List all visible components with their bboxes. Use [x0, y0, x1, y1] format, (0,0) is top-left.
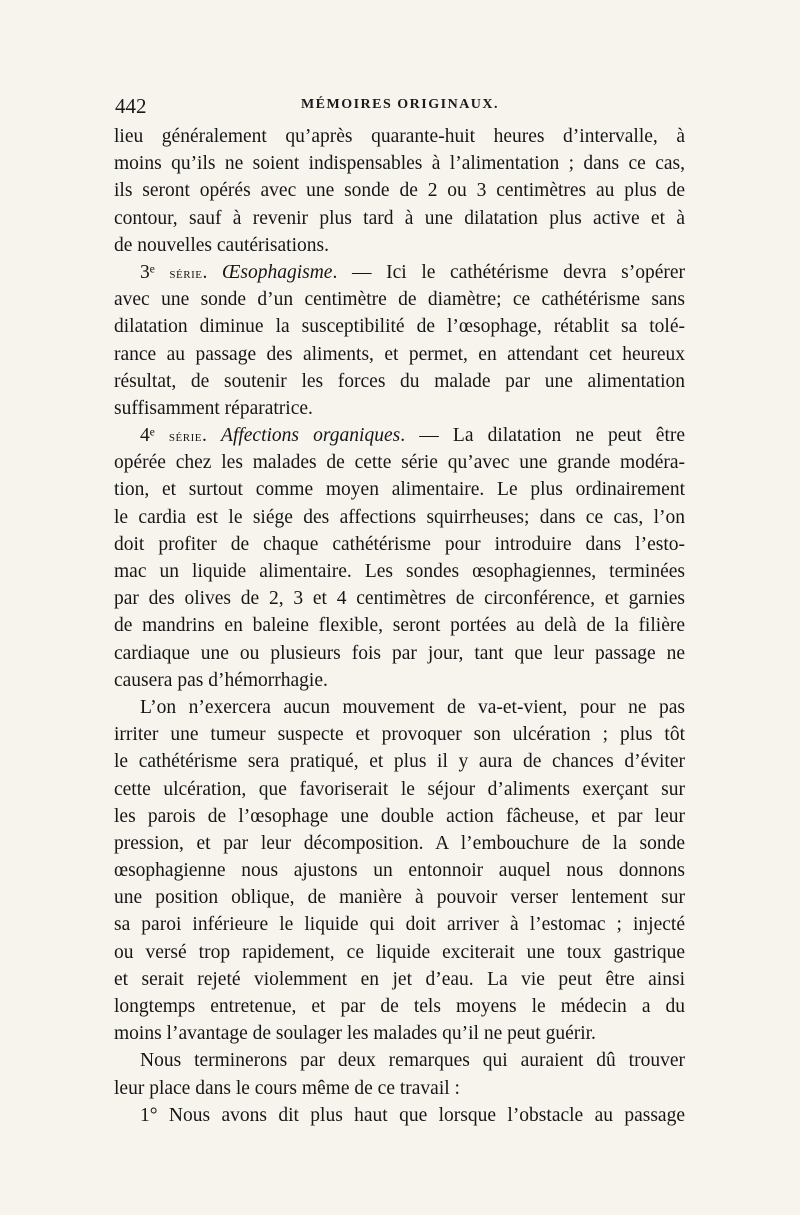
text-line: doit profiter de chaque cathétérisme pour introduire dans l’esto-	[114, 533, 685, 555]
running-title: MÉMOIRES ORIGINAUX.	[300, 97, 500, 112]
section-number: 3ᵉ	[140, 261, 170, 283]
text-line: avec une sonde d’un centimètre de diamètre; ce cathétérisme sans	[114, 289, 685, 311]
section-title: Affections organiques	[221, 425, 401, 447]
text-line: de mandrins en baleine flexible, seront portées au delà de la filière	[114, 615, 685, 637]
text-line: dilatation diminue la susceptibilité de l’œsophage, rétablit sa tolé-	[114, 316, 685, 338]
text-line: les parois de l’œsophage une double action fâcheuse, et par leur	[114, 805, 685, 827]
text-line: moins qu’ils ne soient indispensables à l’alimentation ; dans ce cas,	[114, 153, 685, 175]
section-label: série	[169, 264, 203, 282]
text-line: leur place dans le cours même de ce travail :	[114, 1077, 460, 1099]
text-line: Nous terminerons par deux remarques qui auraient dû trouver	[140, 1050, 685, 1072]
text-line: résultat, de soutenir les forces du malade par une alimentation	[114, 370, 685, 392]
text-line: pression, et par leur décomposition. A l’embouchure de la sonde	[114, 832, 685, 854]
text-line: mac un liquide alimentaire. Les sondes œsophagiennes, terminées	[114, 561, 685, 582]
text-line: lieu généralement qu’après quarante-huit heures d’intervalle, à	[114, 126, 685, 147]
text-line: par des olives de 2, 3 et 4 centimètres de circonférence, et garnies	[114, 588, 685, 610]
text-line: cardiaque une ou plusieurs fois par jour, tant que leur passage ne	[114, 642, 685, 664]
text-line: longtemps entretenue, et par de tels moyens le médecin a du	[114, 996, 685, 1017]
page-header	[115, 94, 685, 120]
text-line: 1° Nous avons dit plus haut que lorsque l’obstacle au passage	[140, 1104, 685, 1126]
text-line: le cardia est le siége des affections squirrheuses; dans ce cas, l’on	[114, 506, 685, 528]
section-separator: .	[201, 425, 222, 447]
text-line: sa paroi inférieure le liquide qui doit arriver à l’estomac ; injecté	[114, 914, 685, 936]
section-text: . — La dilatation ne peut être	[400, 425, 686, 447]
text-line: causera pas d’hémorrhagie.	[114, 669, 328, 691]
text-line: opérée chez les malades de cette série qu’avec une grande modéra-	[114, 452, 685, 474]
text-line: cette ulcération, que favoriserait le séjour d’aliments exerçant sur	[114, 778, 685, 800]
text-line: moins l’avantage de soulager les malades qu’il ne peut guérir.	[114, 1023, 596, 1045]
text-line: suffisamment réparatrice.	[114, 397, 313, 419]
text-line: tion, et surtout comme moyen alimentaire. Le plus ordinairement	[114, 479, 685, 501]
section-separator: .	[202, 261, 222, 283]
section-number: 4ᵉ	[140, 425, 169, 447]
text-line: ou versé trop rapidement, ce liquide exciterait une toux gastrique	[114, 941, 685, 963]
text-line: œsophagienne nous ajustons un entonnoir auquel nous donnons	[114, 860, 685, 882]
text-line: ils seront opérés avec une sonde de 2 ou 3 centimètres au plus de	[114, 180, 685, 202]
page-number: 442	[115, 94, 147, 118]
section-label: série	[168, 428, 202, 446]
text-line: contour, sauf à revenir plus tard à une dilatation plus active et à	[114, 207, 685, 229]
section-heading-line	[114, 259, 685, 286]
section-text: . — Ici le cathétérisme devra s’opérer	[332, 261, 686, 283]
section-heading-line	[114, 422, 685, 449]
text-line: le cathétérisme sera pratiqué, et plus il y aura de chances d’éviter	[114, 751, 685, 773]
section-title: Œsophagisme	[221, 261, 333, 283]
text-line: irriter une tumeur suspecte et provoquer son ulcération ; plus tôt	[114, 724, 685, 746]
text-line: L’on n’exercera aucun mouvement de va-et-vient, pour ne pas	[140, 696, 685, 718]
text-line: une position oblique, de manière à pouvoir verser lentement sur	[114, 887, 685, 909]
text-line: de nouvelles cautérisations.	[114, 234, 329, 256]
body-text	[114, 123, 685, 1129]
text-line: rance au passage des aliments, et permet, en attendant cet heureux	[114, 343, 685, 365]
text-line: et serait rejeté violemment en jet d’eau. La vie peut être ainsi	[114, 968, 685, 990]
